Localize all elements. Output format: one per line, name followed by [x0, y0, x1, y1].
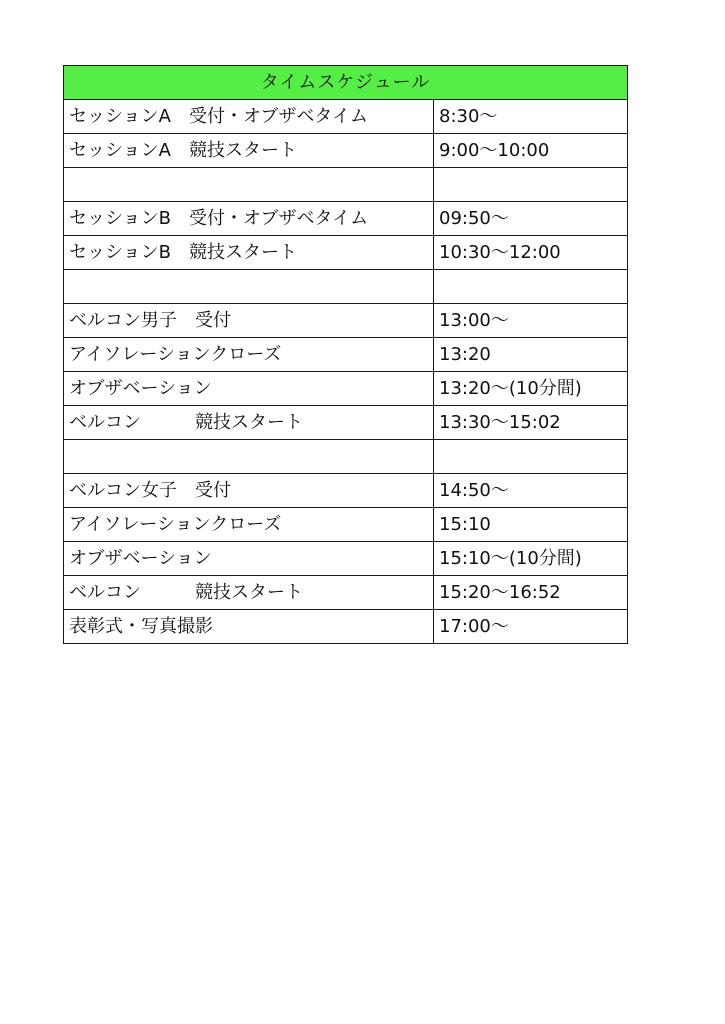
time-cell — [434, 270, 628, 304]
event-cell: ベルコン 競技スタート — [64, 576, 434, 610]
time-cell: 15:10〜(10分間) — [434, 542, 628, 576]
event-cell: アイソレーションクローズ — [64, 508, 434, 542]
time-cell: 15:20〜16:52 — [434, 576, 628, 610]
event-cell — [64, 168, 434, 202]
schedule-row — [64, 508, 628, 542]
time-cell — [434, 168, 628, 202]
time-cell: 13:00〜 — [434, 304, 628, 338]
schedule-row — [64, 576, 628, 610]
schedule-row — [64, 406, 628, 440]
schedule-row — [64, 304, 628, 338]
event-cell: オブザベーション — [64, 542, 434, 576]
event-cell — [64, 270, 434, 304]
time-schedule-table — [63, 65, 628, 644]
schedule-row — [64, 236, 628, 270]
event-cell: セッションB 受付・オブザベタイム — [64, 202, 434, 236]
schedule-row — [64, 202, 628, 236]
event-cell: セッションB 競技スタート — [64, 236, 434, 270]
schedule-row — [64, 338, 628, 372]
event-cell — [64, 440, 434, 474]
event-cell: セッションA 受付・オブザベタイム — [64, 100, 434, 134]
schedule-title: タイムスケジュール — [64, 66, 628, 100]
time-cell: 09:50〜 — [434, 202, 628, 236]
schedule-row — [64, 372, 628, 406]
time-cell: 10:30〜12:00 — [434, 236, 628, 270]
schedule-row — [64, 100, 628, 134]
event-cell: ベルコン男子 受付 — [64, 304, 434, 338]
time-cell: 9:00〜10:00 — [434, 134, 628, 168]
time-cell: 13:30〜15:02 — [434, 406, 628, 440]
schedule-row — [64, 474, 628, 508]
schedule-row — [64, 168, 628, 202]
schedule-row — [64, 542, 628, 576]
time-cell: 14:50〜 — [434, 474, 628, 508]
event-cell: セッションA 競技スタート — [64, 134, 434, 168]
time-cell: 13:20 — [434, 338, 628, 372]
time-cell: 13:20〜(10分間) — [434, 372, 628, 406]
time-cell: 15:10 — [434, 508, 628, 542]
event-cell: ベルコン 競技スタート — [64, 406, 434, 440]
time-cell: 17:00〜 — [434, 610, 628, 644]
schedule-row — [64, 610, 628, 644]
event-cell: アイソレーションクローズ — [64, 338, 434, 372]
event-cell: オブザベーション — [64, 372, 434, 406]
event-cell: ベルコン女子 受付 — [64, 474, 434, 508]
event-cell: 表彰式・写真撮影 — [64, 610, 434, 644]
schedule-row — [64, 134, 628, 168]
time-cell: 8:30〜 — [434, 100, 628, 134]
schedule-header-row — [64, 66, 628, 100]
schedule-row — [64, 270, 628, 304]
time-cell — [434, 440, 628, 474]
schedule-row — [64, 440, 628, 474]
